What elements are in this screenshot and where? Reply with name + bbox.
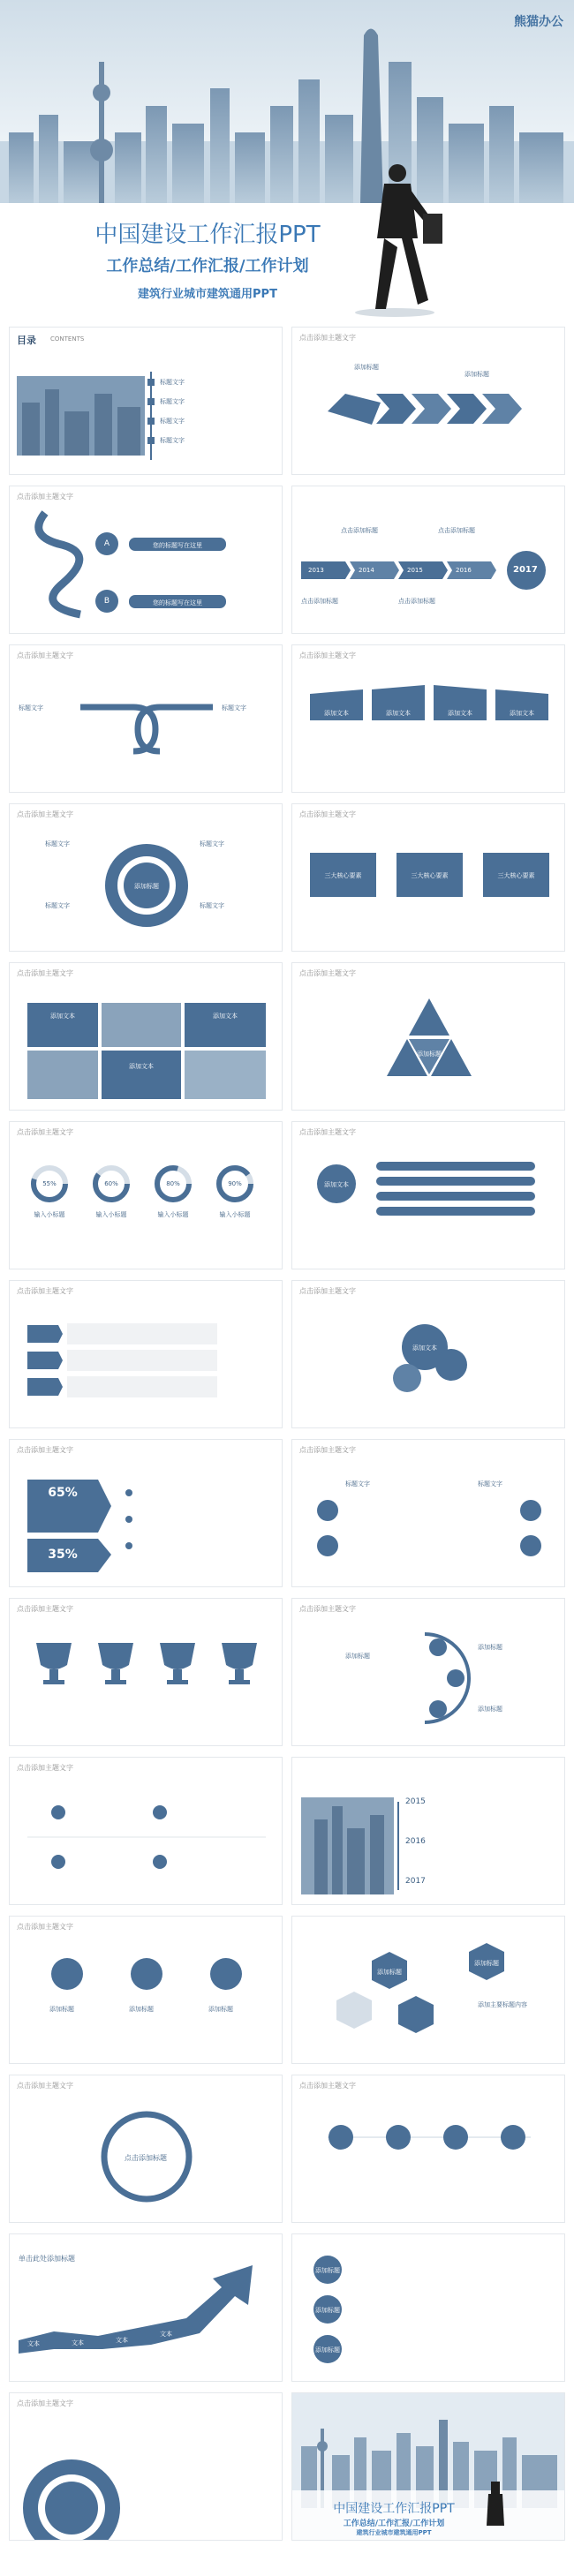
toc-item-1[interactable]: 标题文字 <box>160 379 185 386</box>
circles-graphic <box>292 2075 565 2223</box>
slide-title: 点击添加主题文字 <box>17 1128 73 1136</box>
ring-center: 点击添加标题 <box>125 2154 167 2162</box>
toc-contents: CONTENTS <box>50 335 85 343</box>
toc-title: 目录 <box>17 335 36 346</box>
four-points-graphic <box>10 1758 283 1905</box>
flow-label-2: 文本 <box>72 2339 84 2346</box>
slide-core[interactable] <box>291 803 565 952</box>
slide-tags[interactable] <box>9 1280 283 1428</box>
arrow-chevrons <box>292 328 565 475</box>
slide-knot[interactable] <box>9 644 283 793</box>
slide-title: 点击添加主题文字 <box>17 493 73 501</box>
curve-text-b: 您的标题写在这里 <box>153 599 202 606</box>
semi-title-1: 添加标题 <box>345 1653 370 1660</box>
cover-tagline: 建筑行业城市建筑通用PPT <box>138 288 277 301</box>
trophy-icons <box>10 1599 283 1746</box>
brand-logo: 熊猫办公 <box>514 15 563 29</box>
slide-title: 点击添加主题文字 <box>299 2082 356 2090</box>
slide-semicircle[interactable] <box>291 1598 565 1746</box>
cover-slide <box>0 0 574 322</box>
hex-top: 添加标题 <box>474 1960 499 1967</box>
card-title-3: 添加文本 <box>448 710 472 717</box>
curve-label-a: A <box>103 539 110 548</box>
device-title-2: 添加标题 <box>129 2006 154 2013</box>
progress-value-4: 90% <box>228 1180 242 1187</box>
icons-heading-1: 标题文字 <box>345 1480 370 1488</box>
slide-title: 点击添加主题文字 <box>17 1923 73 1931</box>
slide-bubbles[interactable] <box>291 1280 565 1428</box>
slide-arrow-flow[interactable] <box>9 2233 283 2382</box>
city-skyline-image <box>0 0 574 203</box>
card-title-4: 添加文本 <box>510 710 534 717</box>
semicircle-graphic <box>292 1599 565 1746</box>
slide-curve[interactable] <box>9 486 283 634</box>
timeline-title-1: 点击添加标题 <box>341 527 378 534</box>
year-2013: 2013 <box>308 567 324 574</box>
year-2015-label: 2015 <box>405 1797 426 1806</box>
slide-title: 点击添加主题文字 <box>17 652 73 659</box>
progress-label-2: 输入小标题 <box>95 1211 127 1218</box>
semi-title-2: 添加标题 <box>478 1644 502 1651</box>
end-tagline: 建筑行业城市建筑通用PPT <box>356 2529 432 2536</box>
card-title-1: 添加文本 <box>324 710 349 717</box>
slide-circle-half[interactable] <box>9 2392 283 2541</box>
cycle-label-4: 标题文字 <box>200 902 224 909</box>
stats-graphic <box>10 1440 283 1587</box>
slide-four-points[interactable] <box>9 1757 283 1905</box>
triangle-graphic <box>292 963 565 1111</box>
ring-graphic <box>10 2075 283 2223</box>
slide-title: 点击添加主题文字 <box>17 1446 73 1454</box>
icon-circles <box>292 1440 565 1587</box>
device-title-3: 添加标题 <box>208 2006 233 2013</box>
core-card-3: 三大核心要素 <box>497 872 535 879</box>
photo-text-3: 添加文本 <box>129 1063 154 1070</box>
slide-trophies[interactable] <box>9 1598 283 1746</box>
slide-title: 点击添加主题文字 <box>299 1446 356 1454</box>
toc-item-2[interactable]: 标题文字 <box>160 398 185 405</box>
slide-arrows[interactable] <box>291 327 565 475</box>
progress-value-3: 80% <box>166 1180 180 1187</box>
timeline-title-2: 点击添加标题 <box>438 527 475 534</box>
icons-heading-2: 标题文字 <box>478 1480 502 1488</box>
toc-item-3[interactable]: 标题文字 <box>160 418 185 425</box>
photo-grid <box>10 963 283 1111</box>
slide-ring[interactable] <box>9 2075 283 2223</box>
year-2016-label: 2016 <box>405 1837 426 1846</box>
slide-title: 点击添加主题文字 <box>17 1764 73 1772</box>
slide-title: 点击添加主题文字 <box>299 652 356 659</box>
end-title: 中国建设工作汇报PPT <box>333 2502 455 2516</box>
slide-toc[interactable] <box>9 327 283 475</box>
bubble-text: 添加文本 <box>412 1344 437 1352</box>
year-2016: 2016 <box>456 567 472 574</box>
slide-progress[interactable] <box>9 1121 283 1269</box>
cycle-center: 添加标题 <box>134 883 159 890</box>
cover-title: 中国建设工作汇报PPT <box>94 222 321 248</box>
progress-label-1: 输入小标题 <box>34 1211 65 1218</box>
list-title-3: 添加标题 <box>315 2346 340 2354</box>
knot-graphic <box>10 645 283 793</box>
slide-hexagons[interactable] <box>291 1916 565 2064</box>
year-2015: 2015 <box>407 567 423 574</box>
slide-stats[interactable] <box>9 1439 283 1587</box>
progress-value-2: 60% <box>104 1180 118 1187</box>
slide-end[interactable] <box>291 2392 565 2541</box>
toc-item-4[interactable]: 标题文字 <box>160 437 185 444</box>
slide-title: 点击添加主题文字 <box>299 1287 356 1295</box>
timeline-graphic <box>292 486 565 634</box>
arrow-title-a: 添加标题 <box>354 364 379 371</box>
slide-title: 点击添加主题文字 <box>299 1605 356 1613</box>
list-title-2: 添加标题 <box>315 2307 340 2314</box>
timeline-title-4: 点击添加标题 <box>398 598 435 605</box>
year-2014: 2014 <box>359 567 374 574</box>
arrow-title-b: 添加标题 <box>464 371 489 378</box>
curve-label-b: B <box>103 597 110 606</box>
hex-side-text: 添加主要标题内容 <box>478 2001 527 2008</box>
flow-label-1: 文本 <box>27 2340 40 2347</box>
slide-title: 点击添加主题文字 <box>17 810 73 818</box>
cover-subtitle: 工作总结/工作汇报/工作计划 <box>106 257 309 275</box>
slide-bars[interactable] <box>291 1121 565 1269</box>
slide-title: 点击添加主题文字 <box>299 810 356 818</box>
slide-title: 点击添加主题文字 <box>299 334 356 342</box>
slide-photo-grid[interactable] <box>9 962 283 1111</box>
progress-label-4: 输入小标题 <box>219 1211 251 1218</box>
timeline-title-3: 点击添加标题 <box>301 598 338 605</box>
year-2017: 2017 <box>513 565 538 575</box>
list-title-1: 添加标题 <box>315 2267 340 2274</box>
end-subtitle: 工作总结/工作汇报/工作计划 <box>343 2520 445 2528</box>
progress-value-1: 55% <box>42 1180 57 1187</box>
years-graphic <box>292 1758 565 1905</box>
slide-title: 点击添加主题文字 <box>17 2399 73 2407</box>
slide-years[interactable] <box>291 1757 565 1905</box>
cycle-label-1: 标题文字 <box>45 840 70 847</box>
slide-triangle[interactable] <box>291 962 565 1111</box>
slide-list[interactable] <box>291 2233 565 2382</box>
hex-center: 添加标题 <box>377 1969 402 1976</box>
cycle-graphic <box>10 804 283 952</box>
slide-title: 点击添加主题文字 <box>17 1287 73 1295</box>
photo-text-1: 添加文本 <box>50 1013 75 1020</box>
slide-title: 点击添加主题文字 <box>17 1605 73 1613</box>
toc-graphic <box>10 328 283 475</box>
progress-label-3: 输入小标题 <box>157 1211 189 1218</box>
cycle-label-3: 标题文字 <box>45 902 70 909</box>
semi-title-3: 添加标题 <box>478 1706 502 1713</box>
card-title-2: 添加文本 <box>386 710 411 717</box>
half-circle-graphic <box>10 2393 283 2541</box>
core-card-1: 三大核心要素 <box>324 872 362 879</box>
stat-value-a: 65% <box>48 1486 78 1500</box>
slide-timeline[interactable] <box>291 486 565 634</box>
slide-devices[interactable] <box>9 1916 283 2064</box>
bars-graphic <box>292 1122 565 1269</box>
flow-label-3: 文本 <box>116 2337 128 2344</box>
bars-center: 添加文本 <box>324 1181 349 1188</box>
slide-title: 点击添加主题文字 <box>17 969 73 977</box>
slide-icons[interactable] <box>291 1439 565 1587</box>
slide-title: 点击添加主题文字 <box>17 2082 73 2090</box>
year-2017-label: 2017 <box>405 1877 426 1886</box>
knot-right-heading: 标题文字 <box>222 704 246 712</box>
slide-four-cards[interactable] <box>291 644 565 793</box>
device-title-1: 添加标题 <box>49 2006 74 2013</box>
progress-rings <box>10 1122 283 1269</box>
stat-value-b: 35% <box>48 1548 78 1562</box>
slide-title: 点击添加主题文字 <box>299 969 356 977</box>
triangle-center: 添加标题 <box>417 1051 442 1058</box>
cards-graphic <box>292 645 565 793</box>
slide-circles[interactable] <box>291 2075 565 2223</box>
hexagon-graphic <box>292 1917 565 2064</box>
bubbles-graphic <box>292 1281 565 1428</box>
cycle-label-2: 标题文字 <box>200 840 224 847</box>
device-icons <box>10 1917 283 2064</box>
slide-cycle[interactable] <box>9 803 283 952</box>
flow-label-4: 文本 <box>160 2331 172 2338</box>
knot-left-heading: 标题文字 <box>19 704 43 712</box>
slide-title: 点击添加主题文字 <box>299 1128 356 1136</box>
tags-graphic <box>10 1281 283 1428</box>
core-card-2: 三大核心要素 <box>411 872 449 879</box>
flow-title: 单击此处添加标题 <box>19 2255 75 2263</box>
photo-text-2: 添加文本 <box>213 1013 238 1020</box>
curve-graphic <box>10 486 283 634</box>
curve-text-a: 您的标题写在这里 <box>153 542 202 549</box>
